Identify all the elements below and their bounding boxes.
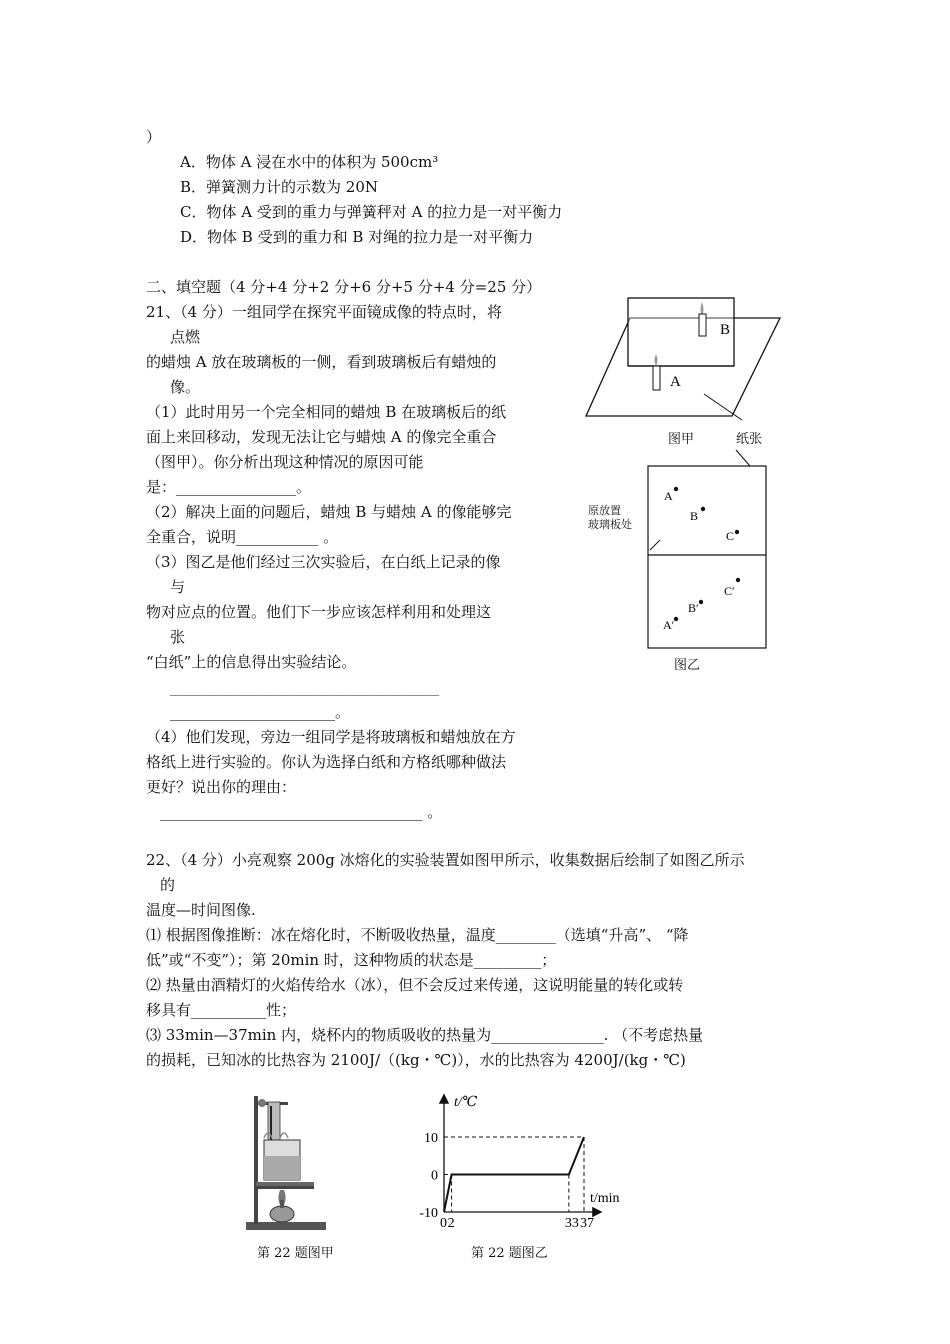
q21-line: 面上来回移动，发现无法让它与蜡烛 A 的像完全重合 bbox=[146, 428, 497, 446]
x-tick-label: 37 bbox=[580, 1216, 594, 1231]
temperature-time-chart bbox=[414, 1088, 634, 1234]
q21-line: 21、（4 分）一组同学在探究平面镜成像的特点时，将 bbox=[146, 303, 502, 321]
q22-line: ⑵ 热量由酒精灯的火焰传给水（冰），但不会反过来传递，这说明能量的转化或转 bbox=[146, 976, 684, 994]
answer-blank: ______________________。 bbox=[170, 703, 351, 721]
q21-line: “白纸”上的信息得出实验结论。 bbox=[146, 653, 357, 671]
y-tick-label: 0 bbox=[431, 1168, 438, 1184]
q22-line: ⑶ 33min—37min 内，烧杯内的物质吸收的热量为_______________. （不考虑热量 bbox=[146, 1026, 704, 1044]
q22-line: 的 bbox=[160, 876, 176, 894]
q21-line: 全重合，说明___________ 。 bbox=[146, 528, 339, 546]
point-a-prime-label: A′ bbox=[663, 618, 675, 632]
point-c-label: C bbox=[726, 529, 735, 543]
point-b-label: B bbox=[690, 509, 699, 523]
answer-blank: ___________________________________ 。 bbox=[160, 803, 443, 821]
point-c-dot bbox=[735, 530, 739, 534]
q21-line: （图甲）。你分析出现这种情况的原因可能 bbox=[146, 453, 424, 471]
q22-line: 温度—时间图像. bbox=[146, 901, 256, 919]
answer-blank: ________________________________________________ bbox=[170, 682, 439, 696]
figure-caption: 第 22 题图乙 bbox=[471, 1246, 548, 1261]
glass-position-label: 原放置 bbox=[588, 504, 621, 517]
q21-line: 点燃 bbox=[170, 328, 201, 346]
point-c-prime-label: C′ bbox=[724, 584, 735, 598]
candle-a-label: A bbox=[670, 374, 681, 390]
q22-line: 移具有__________性； bbox=[146, 1001, 297, 1019]
q21-line: 张 bbox=[170, 628, 186, 646]
mirror-figure bbox=[584, 296, 784, 420]
q21-line: 与 bbox=[170, 578, 186, 596]
q22-line: 22、（4 分）小亮观察 200g 冰熔化的实验装置如图甲所示，收集数据后绘制了如图乙所示 bbox=[146, 851, 745, 869]
section-heading: 二、填空题（4 分+4 分+2 分+6 分+5 分+4 分=25 分） bbox=[146, 278, 542, 296]
y-tick-label: 10 bbox=[424, 1131, 438, 1146]
q22-line: 的损耗，已知冰的比热容为 2100J/（(kg・℃)），水的比热容为 4200J/(kg・℃) bbox=[146, 1051, 686, 1069]
q21-line: （4）他们发现，旁边一组同学是将玻璃板和蜡烛放在方 bbox=[146, 728, 516, 746]
point-c-prime-dot bbox=[736, 578, 740, 582]
option-b: B．弹簧测力计的示数为 20N bbox=[180, 178, 379, 196]
q21-line: 的蜡烛 A 放在玻璃板的一侧，看到玻璃板后有蜡烛的 bbox=[146, 353, 497, 371]
q21-line: 物对应点的位置。他们下一步应该怎样利用和处理这 bbox=[146, 603, 492, 621]
paper-record-figure bbox=[640, 448, 772, 650]
q21-line: 更好？说出你的理由： bbox=[146, 778, 297, 796]
option-c: C．物体 A 受到的重力与弹簧秤对 A 的拉力是一对平衡力 bbox=[180, 203, 563, 221]
paper-label: 纸张 bbox=[736, 432, 763, 447]
point-a-prime-dot bbox=[674, 617, 678, 621]
y-axis-label: t/℃ bbox=[454, 1095, 478, 1110]
q21-line: （2）解决上面的问题后，蜡烛 B 与蜡烛 A 的像能够完 bbox=[146, 503, 512, 521]
point-b-prime-dot bbox=[699, 600, 703, 604]
option-a: A．物体 A 浸在水中的体积为 500cm³ bbox=[180, 153, 439, 171]
figure-caption: 图乙 bbox=[674, 658, 701, 673]
figure-caption: 第 22 题图甲 bbox=[257, 1246, 334, 1261]
x-tick-label: 0 bbox=[440, 1216, 447, 1231]
point-b-dot bbox=[701, 507, 705, 511]
paren-close: ） bbox=[146, 128, 162, 146]
option-d: D．物体 B 受到的重力和 B 对绳的拉力是一对平衡力 bbox=[180, 228, 534, 246]
point-b-prime-label: B′ bbox=[688, 601, 699, 615]
temperature-series-line bbox=[444, 1137, 584, 1212]
q21-line: 格纸上进行实验的。你认为选择白纸和方格纸哪种做法 bbox=[146, 753, 507, 771]
q21-line: 是：________________。 bbox=[146, 478, 312, 496]
q21-line: （3）图乙是他们经过三次实验后，在白纸上记录的像 bbox=[146, 553, 501, 571]
q22-line: ⑴ 根据图像推断：冰在熔化时，不断吸收热量，温度________（选填“升高”、 “降 bbox=[146, 926, 689, 944]
glass-position-label: 玻璃板处 bbox=[588, 518, 632, 531]
melting-apparatus-figure bbox=[240, 1090, 332, 1238]
figure-caption: 图甲 bbox=[668, 432, 695, 447]
x-axis-label: t/min bbox=[590, 1191, 620, 1206]
x-tick-label: 33 bbox=[564, 1216, 579, 1231]
y-tick-label: -10 bbox=[419, 1206, 438, 1221]
point-a-dot bbox=[674, 487, 678, 491]
q22-line: 低”或“不变”）；第 20min 时，这种物质的状态是_________； bbox=[146, 951, 557, 969]
q21-line: （1）此时用另一个完全相同的蜡烛 B 在玻璃板后的纸 bbox=[146, 403, 507, 421]
x-tick-label: 2 bbox=[447, 1216, 455, 1231]
candle-b-label: B bbox=[720, 322, 731, 338]
point-a-label: A bbox=[664, 489, 673, 503]
q21-line: 像。 bbox=[170, 378, 201, 396]
